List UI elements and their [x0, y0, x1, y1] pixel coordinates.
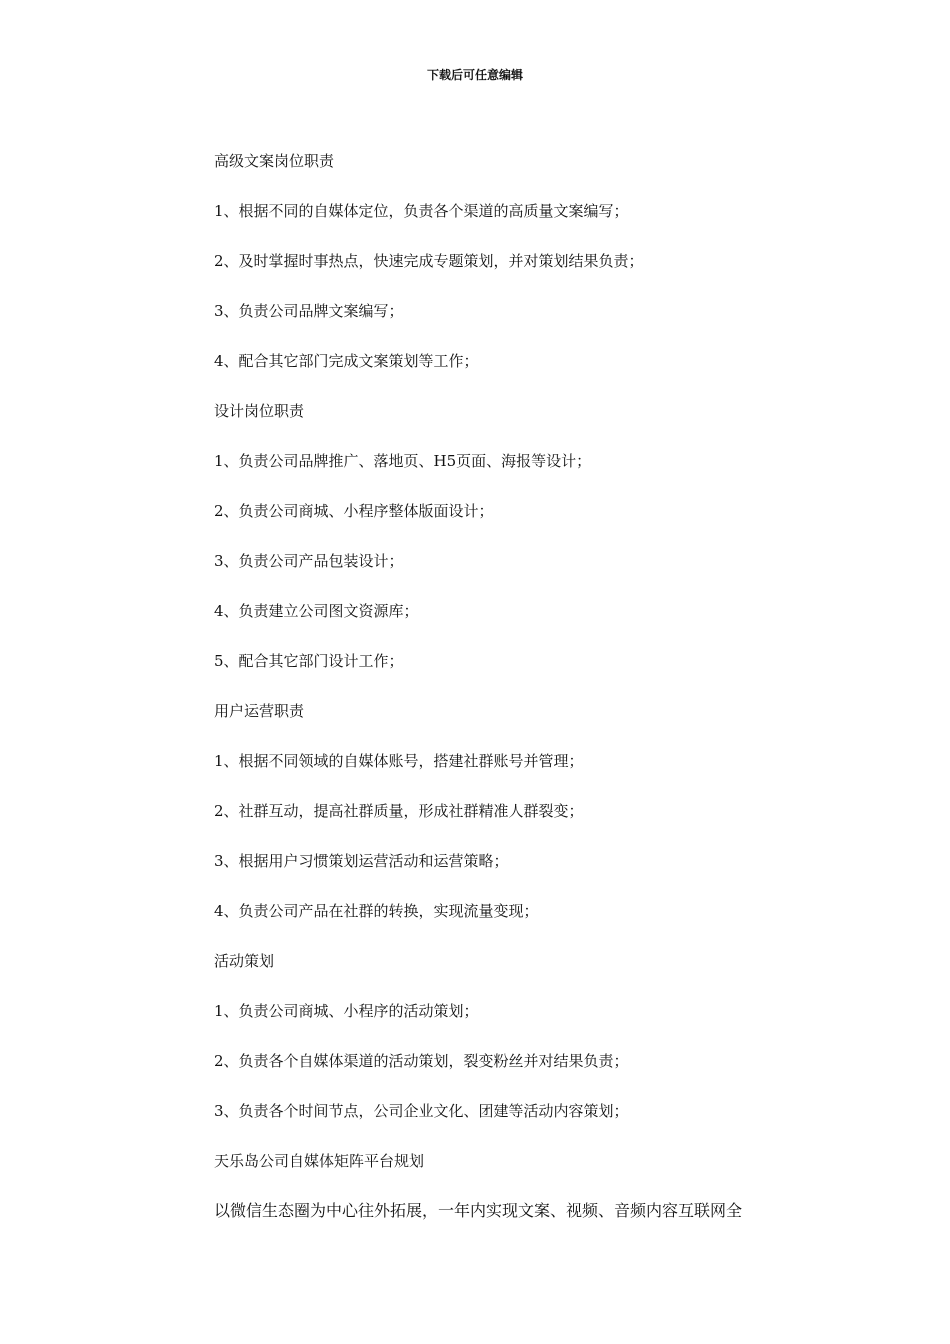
list-item: 5、配合其它部门设计工作；	[214, 652, 404, 670]
list-item: 2、负责各个自媒体渠道的活动策划，裂变粉丝并对结果负责；	[214, 1052, 629, 1070]
header-note: 下载后可任意编辑	[426, 68, 523, 82]
section-title-events: 活动策划	[214, 952, 275, 970]
list-item: 1、根据不同的自媒体定位，负责各个渠道的高质量文案编写；	[214, 202, 629, 220]
list-item: 3、负责公司产品包装设计；	[214, 552, 404, 570]
list-item: 3、根据用户习惯策划运营活动和运营策略；	[214, 852, 509, 870]
list-item: 1、根据不同领域的自媒体账号，搭建社群账号并管理；	[214, 752, 584, 770]
list-item: 4、负责建立公司图文资源库；	[214, 602, 419, 620]
section-title-operations: 用户运营职责	[214, 702, 305, 720]
document-body	[214, 148, 794, 1248]
list-item: 2、负责公司商城、小程序整体版面设计；	[214, 502, 494, 520]
section-title-design: 设计岗位职责	[214, 402, 305, 420]
list-item: 1、负责公司商城、小程序的活动策划；	[214, 1002, 479, 1020]
section-title-plan: 天乐岛公司自媒体矩阵平台规划	[214, 1152, 425, 1170]
list-item: 4、负责公司产品在社群的转换，实现流量变现；	[214, 902, 539, 920]
list-item: 4、配合其它部门完成文案策划等工作；	[214, 352, 479, 370]
list-item: 3、负责公司品牌文案编写；	[214, 302, 404, 320]
plan-paragraph: 以微信生态圈为中心往外拓展，一年内实现文案、视频、音频内容互联网全	[214, 1201, 743, 1220]
list-item: 2、及时掌握时事热点，快速完成专题策划，并对策划结果负责；	[214, 252, 644, 270]
section-title-copywriting: 高级文案岗位职责	[214, 152, 335, 170]
list-item: 3、负责各个时间节点，公司企业文化、团建等活动内容策划；	[214, 1102, 629, 1120]
list-item: 2、社群互动，提高社群质量，形成社群精准人群裂变；	[214, 802, 584, 820]
list-item: 1、负责公司品牌推广、落地页、H5页面、海报等设计；	[214, 452, 592, 470]
